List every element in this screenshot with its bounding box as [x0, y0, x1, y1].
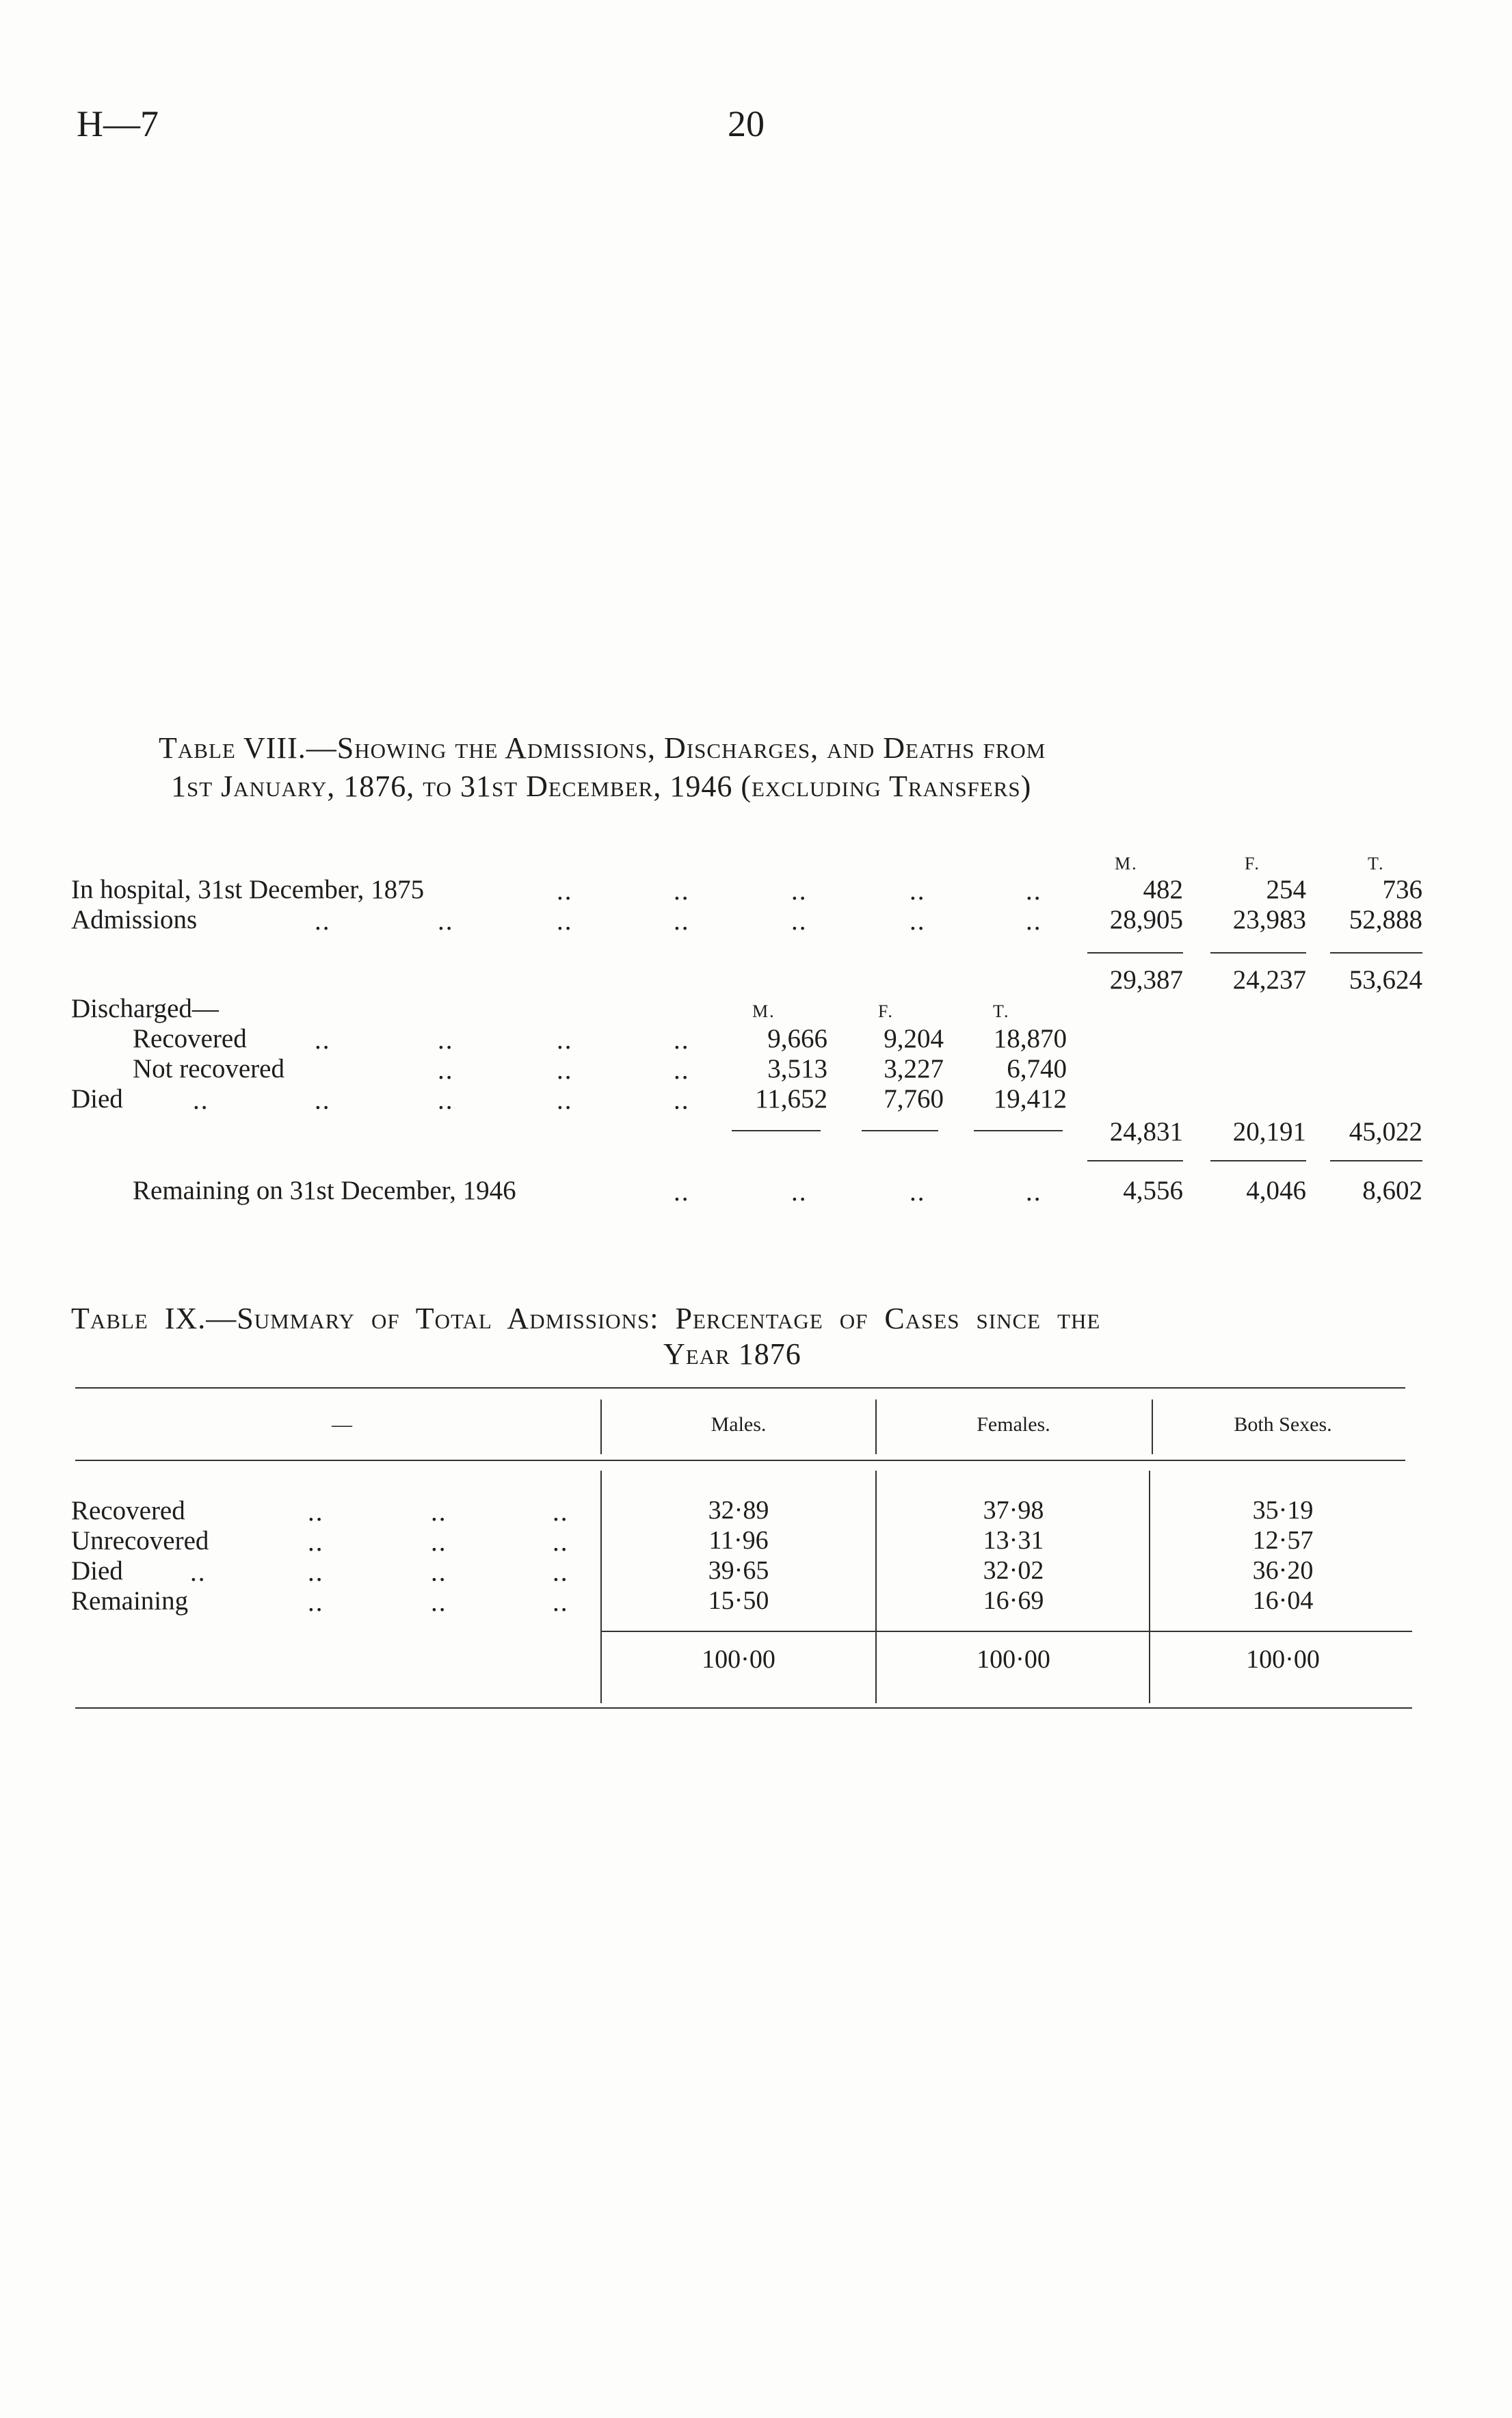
t8-subtotal-f: 24,237 — [1232, 965, 1306, 995]
leader-dots: .. — [910, 906, 926, 936]
rule — [1330, 952, 1422, 954]
leader-dots: .. — [438, 906, 454, 936]
leader-dots: .. — [674, 876, 690, 906]
t9-cell-males: 15·50 — [708, 1586, 769, 1615]
t9-cell-both: 35·19 — [1252, 1496, 1314, 1525]
table8-title-line2: 1st January, 1876, to 31st December, 1946 (excluding Transfers) — [171, 770, 1032, 803]
leader-dots: .. — [438, 1086, 454, 1115]
t9-cell-males: 11·96 — [708, 1526, 769, 1555]
leader-dots: .. — [190, 1558, 207, 1587]
t8-remaining-m: 4,556 — [1123, 1176, 1183, 1205]
table9-top-rule — [75, 1387, 1405, 1389]
t9-head-blank: — — [332, 1413, 352, 1436]
leader-dots: .. — [431, 1527, 447, 1557]
leader-dots: .. — [674, 1025, 690, 1055]
rule — [1210, 952, 1306, 954]
leader-dots: .. — [315, 906, 331, 936]
t8-cell-t: 52,888 — [1349, 905, 1422, 934]
leader-dots: .. — [308, 1497, 324, 1527]
leader-dots: .. — [438, 1025, 454, 1055]
rule — [974, 1130, 1063, 1131]
rule — [1087, 1160, 1183, 1161]
t8-col-m: M. — [1115, 854, 1138, 873]
table9-total-rule — [602, 1631, 1412, 1632]
t8-inner-col-m: M. — [752, 1001, 775, 1021]
t8-inner-label: Died — [71, 1084, 123, 1114]
leader-dots: .. — [1026, 876, 1042, 906]
t9-cell-females: 37·98 — [983, 1496, 1044, 1525]
t8-col-t: T. — [1368, 854, 1385, 873]
t8-inner-f: 7,760 — [884, 1084, 944, 1114]
t8-inner-col-t: T. — [993, 1001, 1010, 1021]
leader-dots: .. — [1026, 1177, 1042, 1207]
leader-dots: .. — [1026, 906, 1042, 936]
t8-remaining-label: Remaining on 31st December, 1946 — [133, 1176, 516, 1205]
t8-cell-t: 736 — [1382, 875, 1422, 904]
t9-cell-males: 32·89 — [708, 1496, 769, 1525]
t9-row-label: Recovered — [71, 1496, 185, 1525]
leader-dots: .. — [791, 906, 808, 936]
table9-title-line1: Table IX.—Summary of Total Admissions: Percentage of Cases since the — [71, 1302, 1101, 1335]
rule — [732, 1130, 821, 1131]
t8-inner-col-f: F. — [878, 1001, 894, 1021]
leader-dots: .. — [308, 1558, 324, 1587]
leader-dots: .. — [791, 876, 808, 906]
t9-row-label: Unrecovered — [71, 1526, 209, 1555]
t8-discharged-m: 24,831 — [1109, 1117, 1183, 1146]
t8-discharged-label: Discharged— — [71, 994, 219, 1023]
t8-inner-f: 3,227 — [884, 1054, 944, 1083]
t9-row-label: Remaining — [71, 1586, 189, 1616]
leader-dots: .. — [674, 906, 690, 936]
table9-header-rule — [75, 1460, 1405, 1461]
t8-inner-m: 9,666 — [767, 1024, 827, 1053]
t9-total-females: 100·00 — [977, 1645, 1050, 1674]
leader-dots: .. — [674, 1177, 690, 1207]
leader-dots: .. — [438, 1055, 454, 1085]
leader-dots: .. — [557, 1025, 573, 1055]
t9-cell-females: 13·31 — [983, 1526, 1044, 1555]
leader-dots: .. — [431, 1558, 447, 1587]
table8-title-line1: Table VIII.—Showing the Admissions, Discharges, and Deaths from — [159, 731, 1046, 765]
rule — [862, 1130, 938, 1131]
rule — [1330, 1160, 1422, 1161]
page-number: 20 — [728, 103, 765, 144]
leader-dots: .. — [557, 1086, 573, 1115]
leader-dots: .. — [553, 1588, 569, 1617]
leader-dots: .. — [315, 1025, 331, 1055]
t8-subtotal-t: 53,624 — [1349, 965, 1422, 995]
t8-remaining-t: 8,602 — [1362, 1176, 1422, 1205]
leader-dots: .. — [308, 1527, 324, 1557]
leader-dots: .. — [791, 1177, 808, 1207]
t8-inner-m: 3,513 — [767, 1054, 827, 1083]
t9-head-males: Males. — [711, 1413, 767, 1436]
t8-inner-t: 6,740 — [1007, 1054, 1067, 1083]
t8-inner-t: 19,412 — [993, 1084, 1067, 1114]
leader-dots: .. — [315, 1086, 331, 1115]
t8-discharged-f: 20,191 — [1232, 1117, 1306, 1146]
t9-cell-females: 16·69 — [983, 1586, 1044, 1615]
t8-cell-m: 28,905 — [1109, 905, 1183, 934]
leader-dots: .. — [431, 1588, 447, 1617]
t8-inner-t: 18,870 — [993, 1024, 1067, 1053]
t8-inner-label: Recovered — [133, 1024, 247, 1053]
leader-dots: .. — [910, 1177, 926, 1207]
leader-dots: .. — [557, 906, 573, 936]
t9-head-both: Both Sexes. — [1234, 1413, 1332, 1436]
t8-cell-f: 254 — [1266, 875, 1306, 904]
rule — [1210, 1160, 1306, 1161]
t8-row-label: In hospital, 31st December, 1875 — [71, 875, 425, 904]
leader-dots: .. — [431, 1497, 447, 1527]
t9-cell-both: 36·20 — [1252, 1556, 1314, 1585]
table9-title-line2: Year 1876 — [663, 1337, 801, 1371]
t9-cell-both: 16·04 — [1252, 1586, 1314, 1615]
t9-head-females: Females. — [977, 1413, 1050, 1436]
leader-dots: .. — [557, 876, 573, 906]
page-reference: H—7 — [77, 103, 159, 144]
rule — [1087, 952, 1183, 954]
leader-dots: .. — [674, 1086, 690, 1115]
leader-dots: .. — [557, 1055, 573, 1085]
leader-dots: .. — [308, 1588, 324, 1617]
leader-dots: .. — [674, 1055, 690, 1085]
t8-discharged-t: 45,022 — [1349, 1117, 1422, 1146]
t8-inner-f: 9,204 — [884, 1024, 944, 1053]
leader-dots: .. — [553, 1527, 569, 1557]
t9-total-both: 100·00 — [1246, 1645, 1320, 1674]
t8-inner-m: 11,652 — [755, 1084, 827, 1114]
table9-bottom-rule — [75, 1707, 1412, 1709]
t8-col-f: F. — [1245, 854, 1260, 873]
t8-subtotal-m: 29,387 — [1109, 965, 1183, 995]
t8-cell-m: 482 — [1143, 875, 1183, 904]
t9-cell-males: 39·65 — [708, 1556, 769, 1585]
t8-remaining-f: 4,046 — [1246, 1176, 1306, 1205]
t8-row-label: Admissions — [71, 905, 198, 934]
leader-dots: .. — [553, 1558, 569, 1587]
t8-inner-label: Not recovered — [133, 1054, 284, 1083]
leader-dots: .. — [193, 1086, 209, 1115]
t9-row-label: Died — [71, 1556, 123, 1586]
leader-dots: .. — [910, 876, 926, 906]
t9-total-males: 100·00 — [702, 1645, 775, 1674]
leader-dots: .. — [553, 1497, 569, 1527]
t9-cell-females: 32·02 — [983, 1556, 1044, 1585]
t8-cell-f: 23,983 — [1232, 905, 1306, 934]
t9-cell-both: 12·57 — [1252, 1526, 1314, 1555]
